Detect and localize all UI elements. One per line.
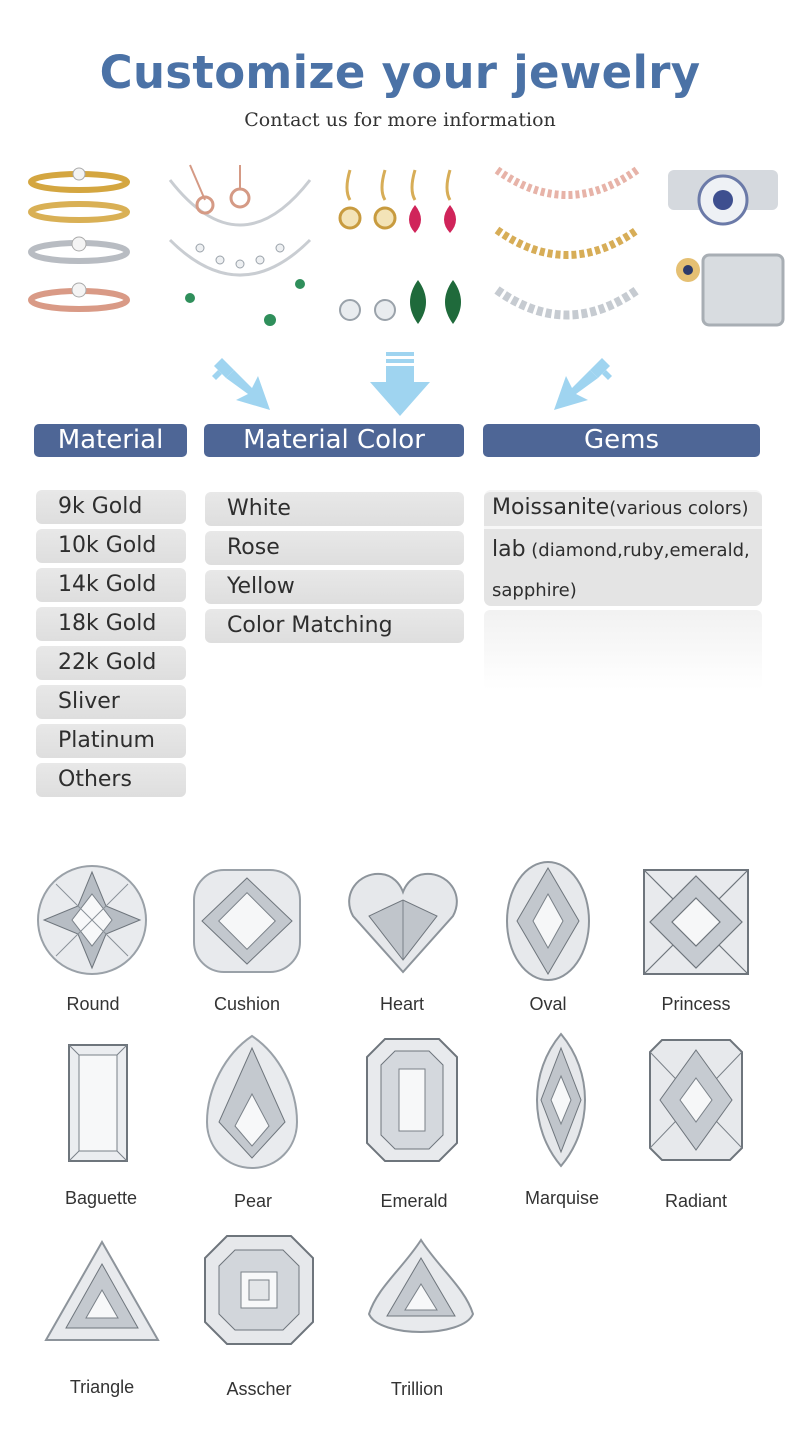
material-option[interactable]: 9k Gold	[36, 490, 186, 524]
shape-label-asscher: Asscher	[226, 1379, 292, 1399]
shape-label-pear: Pear	[233, 1191, 273, 1211]
arrow-down-left-icon	[552, 356, 612, 412]
page-title: Customize your jewelry	[99, 46, 701, 99]
radiant-diamond-icon	[648, 1038, 744, 1162]
trillion-diamond-icon	[367, 1238, 475, 1344]
shape-label-oval: Oval	[529, 994, 567, 1014]
gem-option-lab-continued: sapphire)	[492, 580, 577, 601]
watches-image	[658, 160, 788, 338]
material-option[interactable]: 10k Gold	[36, 529, 186, 563]
page-subtitle: Contact us for more information	[244, 109, 556, 131]
oval-diamond-icon	[505, 860, 591, 982]
material-option[interactable]: Sliver	[36, 685, 186, 719]
heart-diamond-icon	[347, 870, 459, 974]
necklaces-image	[160, 160, 320, 338]
material-color-option[interactable]: Yellow	[205, 570, 464, 604]
arrow-down-right-icon	[212, 356, 272, 412]
round-diamond-icon	[36, 864, 148, 976]
gems-divider	[484, 526, 762, 529]
material-header: Material	[34, 424, 187, 457]
shape-label-round: Round	[66, 994, 120, 1014]
gem-option-lab[interactable]: lab (diamond,ruby,emerald,	[492, 537, 750, 562]
material-option[interactable]: 22k Gold	[36, 646, 186, 680]
asscher-diamond-icon	[203, 1234, 315, 1346]
material-option[interactable]: Platinum	[36, 724, 186, 758]
rings-image	[24, 160, 134, 338]
emerald-diamond-icon	[365, 1037, 459, 1163]
cushion-diamond-icon	[192, 868, 302, 974]
earrings-image	[330, 160, 480, 338]
bracelets-image	[492, 160, 642, 338]
shape-label-princess: Princess	[661, 994, 731, 1014]
triangle-diamond-icon	[44, 1240, 160, 1344]
material-color-option[interactable]: Color Matching	[205, 609, 464, 643]
material-option[interactable]: 18k Gold	[36, 607, 186, 641]
material-color-option[interactable]: White	[205, 492, 464, 526]
princess-diamond-icon	[642, 868, 750, 976]
pear-diamond-icon	[205, 1034, 299, 1170]
shape-label-marquise: Marquise	[524, 1188, 600, 1208]
material-color-header: Material Color	[204, 424, 464, 457]
material-option[interactable]: 14k Gold	[36, 568, 186, 602]
gems-header: Gems	[483, 424, 760, 457]
baguette-diamond-icon	[67, 1043, 129, 1163]
shape-label-triangle: Triangle	[69, 1377, 135, 1397]
material-option[interactable]: Others	[36, 763, 186, 797]
material-color-option[interactable]: Rose	[205, 531, 464, 565]
shape-label-trillion: Trillion	[390, 1379, 444, 1399]
shape-label-cushion: Cushion	[213, 994, 281, 1014]
shape-label-baguette: Baguette	[64, 1188, 138, 1208]
shape-label-heart: Heart	[379, 994, 424, 1014]
gems-options-card	[484, 490, 762, 606]
gems-card-reflection	[484, 610, 762, 690]
marquise-diamond-icon	[523, 1032, 599, 1168]
arrow-down-icon	[368, 352, 432, 418]
gem-option-moissanite[interactable]: Moissanite(various colors)	[492, 495, 749, 520]
shape-label-emerald: Emerald	[380, 1191, 448, 1211]
shape-label-radiant: Radiant	[664, 1191, 728, 1211]
